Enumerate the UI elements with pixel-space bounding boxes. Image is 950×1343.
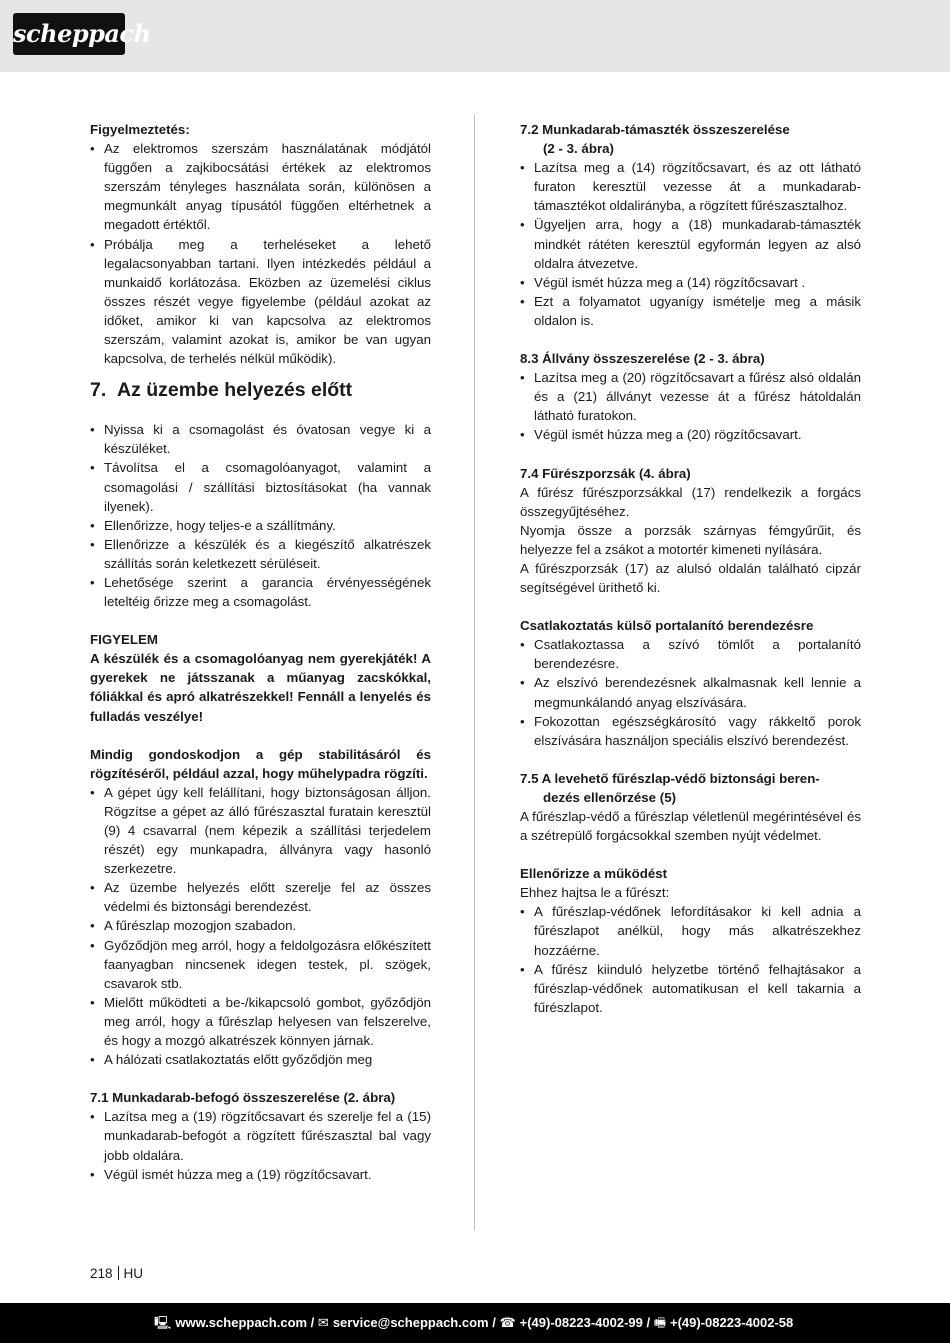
list-item: • A hálózati csatlakoztatás előtt győződjön meg: [90, 1050, 431, 1069]
stability-title: Mindig gondoskodjon a gép stabilitásáról és rögzítéséről, például azzal, hogy műhelypadra rögzíti.: [90, 746, 431, 781]
page-footer: [0, 1303, 950, 1343]
list-item: • Végül ismét húzza meg a (14) rögzítőcsavart .: [520, 273, 861, 292]
list-item: • A fűrészlap mozogjon szabadon.: [90, 916, 431, 935]
external-dust-list: [520, 635, 861, 750]
function-check-title: Ellenőrizze a működést: [520, 866, 668, 882]
list-item: • Győződjön meg arról, hogy a feldolgozásra előkészített faanyagban nincsenek idegen testek, pl. szögek, csavarok stb.: [90, 936, 431, 993]
paragraph: Nyomja össze a porzsák szárnyas fémgyűrűit, és helyezze fel a zsákot a motortér kimeneti nyílására.: [520, 522, 861, 557]
page-number: [90, 1264, 143, 1283]
page-number-value: 218: [90, 1266, 113, 1281]
list-item: • Ellenőrizze a készülék és a kiegészítő alkatrészek szállítás során keletkezett sérüléseit.: [90, 535, 431, 573]
section-title: Az üzembe helyezés előtt: [117, 379, 353, 402]
list-item: • Csatlakoztassa a szívó tömlőt a portalanító berendezésre.: [520, 635, 861, 673]
list-item: • Ellenőrizze, hogy teljes-e a szállítmány.: [90, 516, 431, 535]
page-language: HU: [123, 1266, 144, 1281]
section-7-2-list: [520, 158, 861, 330]
section-number: 7.: [90, 379, 107, 402]
scheppach-logo: scheppach: [13, 13, 125, 55]
list-item: • A gépet úgy kell felállítani, hogy biztonságosan álljon. Rögzítse a gépet az álló fűrészasztal furatain keresztül (9) 4 csavarral (nem képezik a szállítási terjedelem részét) egy munkapadra, állványra vagy hasonló szerkezetre.: [90, 783, 431, 878]
list-item: • Ügyeljen arra, hogy a (18) munkadarab-támaszték mindkét rátéten keresztül egyformán legyen az alsó oldalra átvezetve.: [520, 215, 861, 272]
paragraph: A fűrészlap-védő a fűrészlap véletlenül megérintésével és a szétrepülő forgácsokkal szemben nyújt védelmet.: [520, 809, 861, 844]
stability-list: [90, 783, 431, 1069]
list-item: • Lehetősége szerint a garancia érvényességének leteltéig őrizze meg a csomagolást.: [90, 573, 431, 611]
warning-title: Figyelmeztetés:: [90, 122, 190, 137]
section-7-2-title: 7.2 Munkadarab-támaszték összeszerelése: [520, 122, 790, 137]
list-item: • Az üzembe helyezés előtt szerelje fel az összes védelmi és biztonsági berendezést.: [90, 878, 431, 916]
list-item: • Az elszívó berendezésnek alkalmasnak kell lennie a megmunkálandó anyag elszívására.: [520, 673, 861, 711]
footer-phone: +(49)-08223-4002-99 /: [519, 1315, 651, 1330]
column-divider: [474, 115, 475, 1230]
email-icon: ✉: [317, 1315, 329, 1330]
computer-icon: 🖳: [154, 1315, 172, 1330]
list-item: • Mielőtt működteti a be-/kikapcsoló gombot, győződjön meg arról, hogy a fűrészlap helyesen van felszerelve, és hogy a mozgó alkatrészek könnyen járnak.: [90, 993, 431, 1050]
left-column: [90, 120, 431, 1184]
list-item: • Fokozottan egészségkárosító vagy rákkeltő porok elszívására használjon speciális elszívó berendezést.: [520, 712, 861, 750]
list-item: • Végül ismét húzza meg a (20) rögzítőcsavart.: [520, 425, 861, 444]
list-item: • Lazítsa meg a (14) rögzítőcsavart, és az ott látható furaton keresztül vezesse át a munkadarab-támasztékot oldalirányba, a rögzített fűrészasztalhoz.: [520, 158, 861, 215]
footer-email-link[interactable]: service@scheppach.com /: [332, 1315, 496, 1330]
attention-text: A készülék és a csomagolóanyag nem gyerekjáték! A gyerekek ne játsszanak a műanyag zacskókkal, fóliákkal és apró alkatrészekkel! Fennáll a lenyelés és fulladás veszélye!: [90, 651, 431, 724]
section-7-4-title: 7.4 Fűrészporzsák (4. ábra): [520, 465, 691, 481]
footer-fax: +(49)-08223-4002-58: [670, 1315, 794, 1330]
external-dust-title: Csatlakoztatás külső portalanító berendezésre: [520, 618, 814, 634]
paragraph: Ehhez hajtsa le a fűrészt:: [520, 885, 670, 901]
paragraph: A fűrészporzsák (17) az alulsó oldalán található cipzár segítségével üríthető ki.: [520, 560, 861, 596]
list-item: • Végül ismét húzza meg a (19) rögzítőcsavart.: [90, 1165, 431, 1184]
attention-title: FIGYELEM: [90, 632, 158, 648]
fax-icon: 🖷: [653, 1315, 666, 1330]
list-item: • A fűrészlap-védőnek lefordításakor ki kell adnia a fűrészlapot anélkül, hogy más alkatrészekhez hozzáérne.: [520, 902, 861, 959]
warning-list: [90, 139, 431, 368]
section-7-2-title-cont: (2 - 3. ábra): [543, 141, 614, 157]
section-7-5-title: 7.5 A levehető fűrészlap-védő biztonsági beren-: [520, 770, 820, 786]
phone-icon: ☎: [499, 1315, 516, 1330]
section-7-1-list: [90, 1107, 431, 1183]
section-list: [90, 420, 431, 611]
footer-web-link[interactable]: www.scheppach.com /: [175, 1315, 315, 1330]
list-item: • Lazítsa meg a (20) rögzítőcsavart a fűrész alsó oldalán és a (21) állványt vezesse át a fűrész hátoldalán látható furatokon.: [520, 368, 861, 425]
section-8-3-title: 8.3 Állvány összeszerelése (2 - 3. ábra): [520, 351, 765, 367]
right-column: [520, 120, 861, 1017]
section-heading: [90, 368, 431, 420]
list-item: • Nyissa ki a csomagolást és óvatosan vegye ki a készüléket.: [90, 420, 431, 458]
page-header: [0, 0, 950, 72]
list-item: • Próbálja meg a terheléseket a lehető legalacsonyabban tartani. Ilyen intézkedés például a munkaidő korlátozása. Eközben az üzemelési ciklus összes részét vegye figyelembe (például azokat az időket, amikor ki van kapcsolva az elektromos szerszám, valamint azokat is, amikor be van ugyan kapcsolva, de terhelés nélkül működik).: [90, 235, 431, 369]
section-8-3-list: [520, 368, 861, 444]
list-item: • Az elektromos szerszám használatának módjától függően a zajkibocsátási értékek az elektromos szerszám tényleges használata során, különösen a megmunkált anyag típusától függően eltérhetnek a megadott értéktől.: [90, 139, 431, 234]
section-7-1-title: 7.1 Munkadarab-befogó összeszerelése (2. ábra): [90, 1090, 396, 1106]
list-item: • Távolítsa el a csomagolóanyagot, valamint a csomagolási / szállítási biztosításokat (ha vannak ilyenek).: [90, 458, 431, 515]
list-item: • Lazítsa meg a (19) rögzítőcsavart és szerelje fel a (15) munkadarab-befogót a rögzített fűrészasztal bal vagy jobb oldalára.: [90, 1107, 431, 1164]
section-7-5-title-cont: dezés ellenőrzése (5): [543, 789, 677, 805]
function-check-list: [520, 902, 861, 1017]
paragraph: A fűrész fűrészporzsákkal (17) rendelkezik a forgács összegyűjtéséhez.: [520, 484, 861, 519]
list-item: • Ezt a folyamatot ugyanígy ismételje meg a másik oldalon is.: [520, 292, 861, 330]
list-item: • A fűrész kiinduló helyzetbe történő felhajtásakor a fűrészlap-védőnek automatikusan el kell takarnia a fűrészlapot.: [520, 960, 861, 1017]
